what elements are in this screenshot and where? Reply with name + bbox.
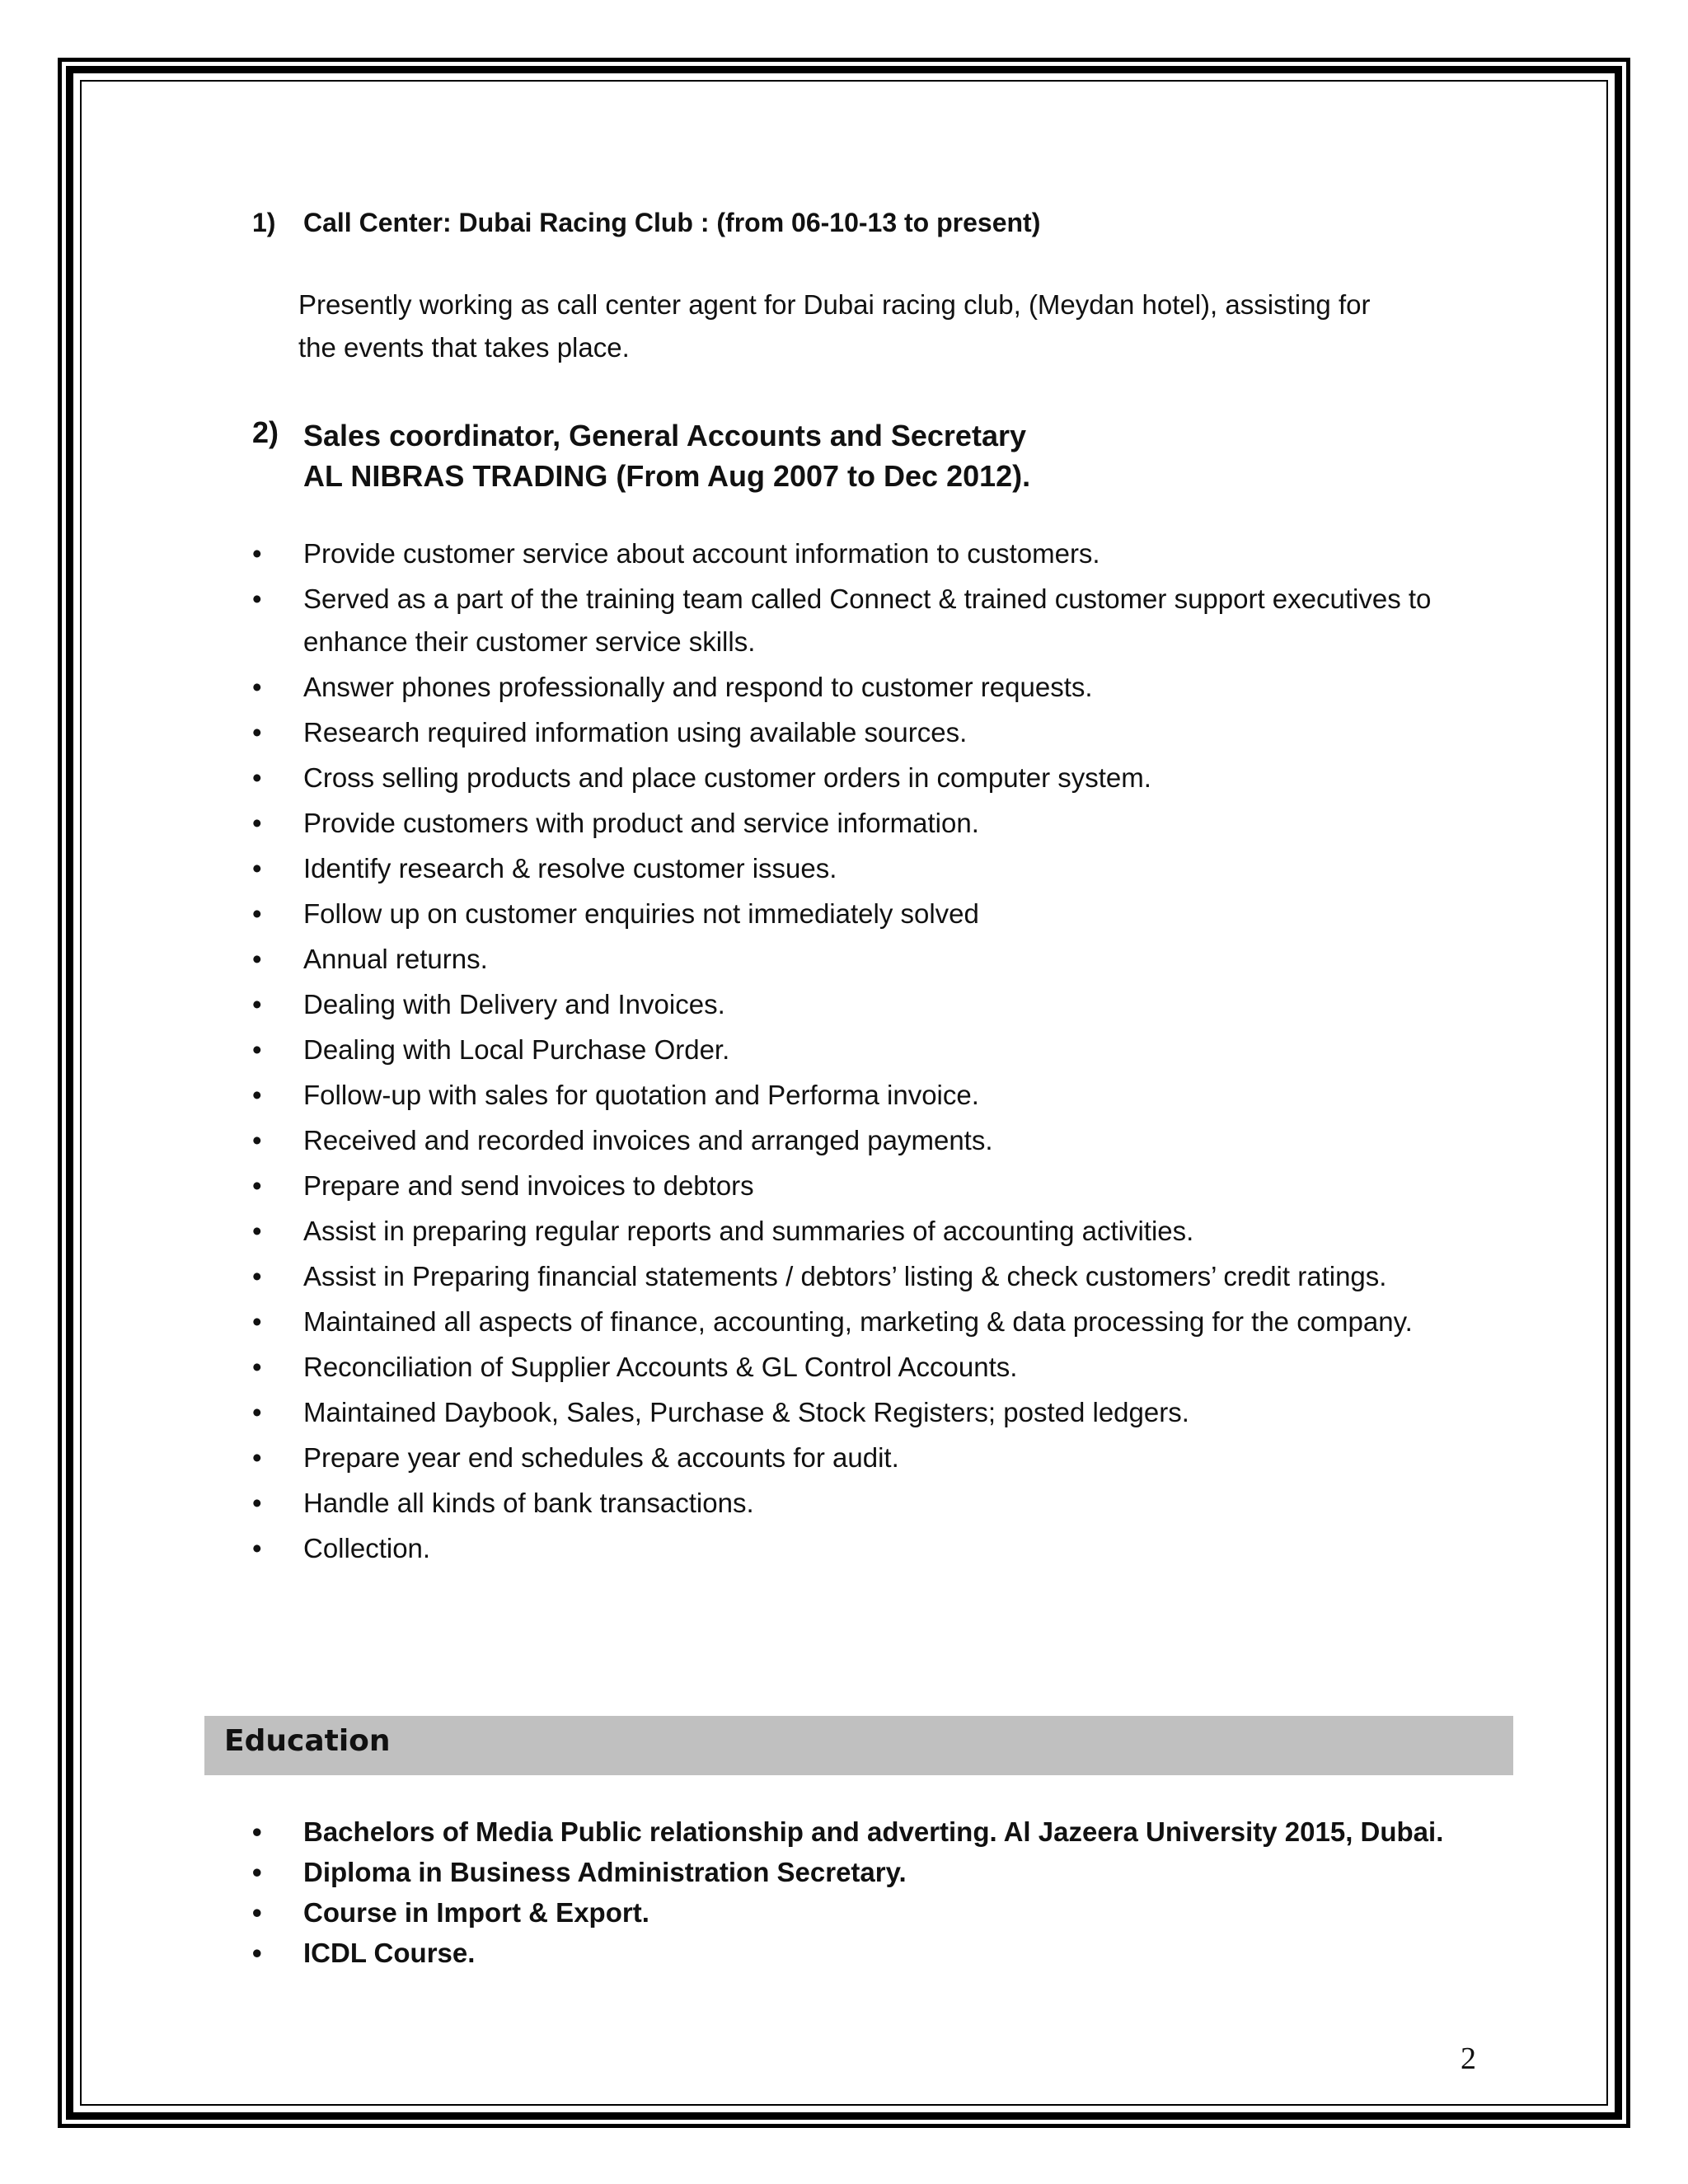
bullet-icon: • xyxy=(252,1397,262,1427)
duty-item xyxy=(252,1255,1505,1298)
job2-duties-list xyxy=(252,532,1505,1572)
education-text: ICDL Course. xyxy=(303,1938,476,1968)
duty-item xyxy=(252,1165,1505,1207)
duty-text: Collection. xyxy=(303,1533,431,1563)
bullet-icon: • xyxy=(252,672,262,702)
duty-text: Dealing with Delivery and Invoices. xyxy=(303,989,725,1019)
bullet-icon: • xyxy=(252,1938,262,1968)
duty-text: Identify research & resolve customer issues. xyxy=(303,853,837,883)
duty-item xyxy=(252,847,1505,890)
bullet-icon: • xyxy=(252,1125,262,1155)
job2-title xyxy=(303,415,1030,496)
duty-item xyxy=(252,578,1505,663)
duty-item xyxy=(252,1482,1505,1525)
education-text: Diploma in Business Administration Secretary. xyxy=(303,1857,907,1887)
duty-item xyxy=(252,893,1505,935)
education-item xyxy=(252,1852,1505,1892)
page-number: 2 xyxy=(1461,2041,1476,2076)
duty-text: Follow-up with sales for quotation and Performa invoice. xyxy=(303,1080,979,1110)
bullet-icon: • xyxy=(252,1216,262,1246)
education-text: Course in Import & Export. xyxy=(303,1897,649,1928)
bullet-icon: • xyxy=(252,1488,262,1518)
bullet-icon: • xyxy=(252,538,262,569)
bullet-icon: • xyxy=(252,762,262,793)
bullet-icon: • xyxy=(252,1080,262,1110)
bullet-icon: • xyxy=(252,1034,262,1065)
education-heading: Education xyxy=(224,1724,391,1758)
duty-text: Provide customer service about account information to customers. xyxy=(303,538,1100,569)
duty-text: Assist in Preparing financial statements / debtors’ listing & check customers’ credit ratings. xyxy=(303,1261,1387,1291)
job1-number: 1) xyxy=(252,208,276,237)
duty-item xyxy=(252,1346,1505,1389)
duty-text: Answer phones professionally and respond to customer requests. xyxy=(303,672,1093,702)
education-text: Bachelors of Media Public relationship and adverting. Al Jazeera University 2015, Dubai. xyxy=(303,1816,1444,1847)
duty-item xyxy=(252,1391,1505,1434)
duty-item xyxy=(252,1119,1505,1162)
bullet-icon: • xyxy=(252,989,262,1019)
duty-text: Annual returns. xyxy=(303,944,488,974)
job2-company-line: AL NIBRAS TRADING (From Aug 2007 to Dec 2012). xyxy=(303,459,1031,493)
bullet-icon: • xyxy=(252,1170,262,1201)
duty-item xyxy=(252,532,1505,575)
bullet-icon: • xyxy=(252,1533,262,1563)
education-item xyxy=(252,1933,1505,1973)
bullet-icon: • xyxy=(252,944,262,974)
job2-title-line: Sales coordinator, General Accounts and Secretary xyxy=(303,419,1026,452)
duty-text: Cross selling products and place customer orders in computer system. xyxy=(303,762,1151,793)
bullet-icon: • xyxy=(252,1857,262,1887)
duty-item xyxy=(252,1301,1505,1343)
duty-item xyxy=(252,938,1505,981)
bullet-icon: • xyxy=(252,1261,262,1291)
education-list xyxy=(252,1811,1505,1973)
bullet-icon: • xyxy=(252,1442,262,1473)
education-item xyxy=(252,1811,1505,1852)
duty-text: Research required information using available sources. xyxy=(303,717,968,748)
duty-item xyxy=(252,711,1505,754)
bullet-icon: • xyxy=(252,717,262,748)
duty-item xyxy=(252,1029,1505,1071)
job1-description-line: Presently working as call center agent for Dubai racing club, (Meydan hotel), assisting for xyxy=(298,289,1371,320)
bullet-icon: • xyxy=(252,1306,262,1337)
duty-text: Handle all kinds of bank transactions. xyxy=(303,1488,754,1518)
duty-text: Maintained Daybook, Sales, Purchase & Stock Registers; posted ledgers. xyxy=(303,1397,1189,1427)
duty-text: Prepare and send invoices to debtors xyxy=(303,1170,754,1201)
education-heading-bar xyxy=(204,1716,1513,1775)
duty-text: Reconciliation of Supplier Accounts & GL Control Accounts. xyxy=(303,1352,1018,1382)
bullet-icon: • xyxy=(252,583,262,614)
bullet-icon: • xyxy=(252,853,262,883)
duty-text: Served as a part of the training team called Connect & trained customer support executives to enhance their customer service skills. xyxy=(303,583,1432,657)
duty-text: Received and recorded invoices and arranged payments. xyxy=(303,1125,993,1155)
job1-description xyxy=(298,284,1469,369)
duty-text: Assist in preparing regular reports and summaries of accounting activities. xyxy=(303,1216,1194,1246)
duty-item xyxy=(252,1436,1505,1479)
bullet-icon: • xyxy=(252,808,262,838)
duty-text: Follow up on customer enquiries not immediately solved xyxy=(303,898,979,929)
duty-text: Dealing with Local Purchase Order. xyxy=(303,1034,730,1065)
duty-item xyxy=(252,1210,1505,1253)
job2-number: 2) xyxy=(252,415,279,449)
job1-title: Call Center: Dubai Racing Club : (from 06-10-13 to present) xyxy=(303,208,1041,237)
bullet-icon: • xyxy=(252,1897,262,1928)
duty-item xyxy=(252,802,1505,845)
duty-text: Maintained all aspects of finance, accounting, marketing & data processing for the company. xyxy=(303,1306,1413,1337)
duty-item xyxy=(252,757,1505,799)
bullet-icon: • xyxy=(252,1816,262,1847)
duty-text: Prepare year end schedules & accounts for audit. xyxy=(303,1442,899,1473)
bullet-icon: • xyxy=(252,1352,262,1382)
duty-item xyxy=(252,666,1505,709)
duty-item xyxy=(252,983,1505,1026)
duty-item xyxy=(252,1074,1505,1117)
duty-item xyxy=(252,1527,1505,1570)
education-item xyxy=(252,1892,1505,1933)
bullet-icon: • xyxy=(252,898,262,929)
duty-text: Provide customers with product and service information. xyxy=(303,808,979,838)
job1-description-line: the events that takes place. xyxy=(298,332,630,363)
